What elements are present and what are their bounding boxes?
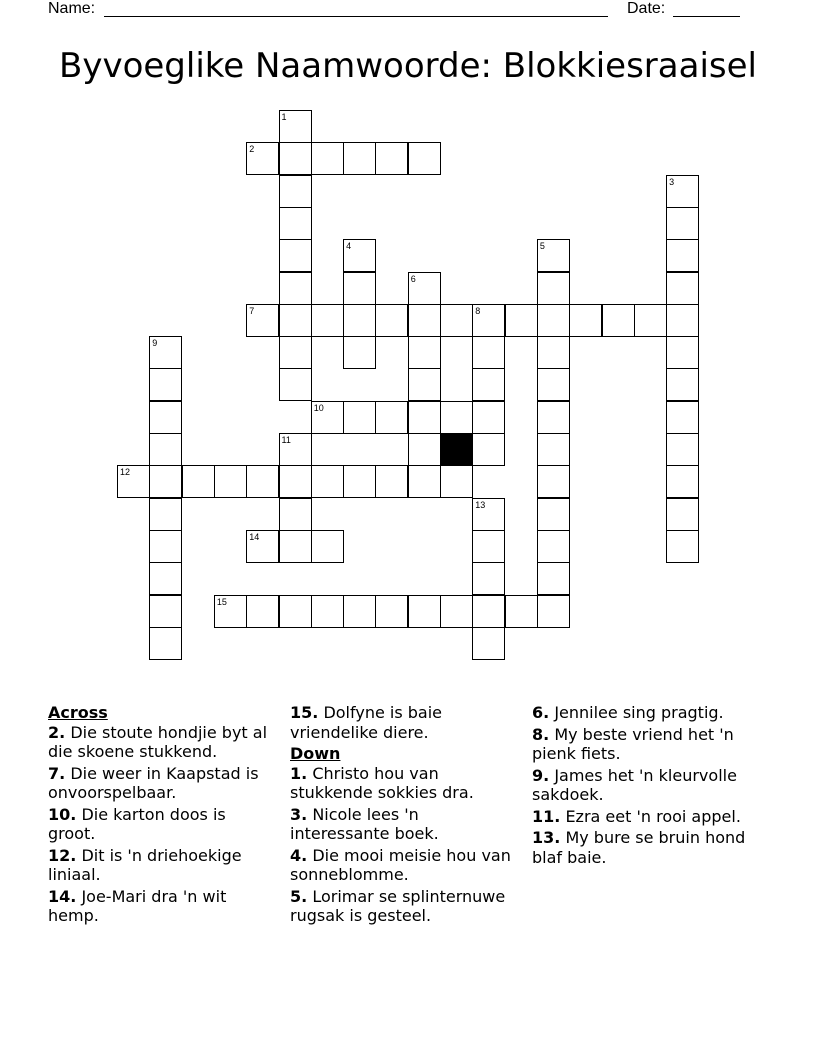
clue-down-6 — [532, 703, 752, 723]
crossword-cell[interactable] — [408, 595, 441, 628]
crossword-cell[interactable] — [440, 465, 473, 498]
crossword-cell[interactable] — [375, 304, 408, 337]
crossword-cell[interactable] — [149, 465, 182, 498]
crossword-cell[interactable] — [408, 336, 441, 369]
crossword-cell[interactable] — [537, 562, 570, 595]
crossword-cell[interactable] — [343, 239, 376, 272]
clue-number: 2. — [48, 722, 66, 742]
crossword-cell[interactable] — [666, 530, 699, 563]
crossword-cell[interactable] — [149, 595, 182, 628]
clues-column-3 — [532, 703, 752, 869]
clue-across-10 — [48, 805, 273, 844]
crossword-cell[interactable] — [440, 595, 473, 628]
crossword-cell[interactable] — [666, 498, 699, 531]
crossword-cell[interactable] — [279, 304, 312, 337]
crossword-cell[interactable] — [311, 304, 344, 337]
clue-text: Dolfyne is baie vriendelike diere. — [290, 703, 442, 742]
clue-down-4 — [290, 846, 515, 885]
crossword-cell[interactable] — [537, 368, 570, 401]
crossword-cell[interactable] — [408, 433, 441, 466]
crossword-cell[interactable] — [472, 562, 505, 595]
crossword-cell[interactable] — [537, 272, 570, 305]
crossword-cell[interactable] — [279, 336, 312, 369]
clue-number: 3. — [290, 804, 308, 824]
clue-number-label: 10 — [313, 402, 324, 413]
crossword-cell[interactable] — [666, 336, 699, 369]
crossword-cell[interactable] — [666, 401, 699, 434]
crossword-cell[interactable] — [537, 595, 570, 628]
clue-number-label: 2 — [249, 144, 255, 155]
clue-number: 4. — [290, 845, 308, 865]
crossword-cell[interactable] — [311, 595, 344, 628]
clue-across-7 — [48, 764, 273, 803]
crossword-cell[interactable] — [149, 401, 182, 434]
clue-number: 15. — [290, 703, 319, 722]
clue-text: Joe-Mari dra 'n wit hemp. — [48, 886, 227, 925]
crossword-cell[interactable] — [343, 272, 376, 305]
crossword-cell[interactable] — [666, 368, 699, 401]
crossword-cell[interactable] — [279, 207, 312, 240]
crossword-cell[interactable] — [472, 627, 505, 660]
crossword-cell[interactable] — [149, 498, 182, 531]
crossword-cell[interactable] — [246, 530, 279, 563]
crossword-cell[interactable] — [343, 304, 376, 337]
crossword-cell[interactable] — [472, 433, 505, 466]
clue-number: 9. — [532, 765, 550, 785]
clue-text: Christo hou van stukkende sokkies dra. — [290, 763, 474, 802]
crossword-cell[interactable] — [279, 142, 312, 175]
crossword-cell[interactable] — [408, 142, 441, 175]
crossword-cell[interactable] — [343, 595, 376, 628]
crossword-cell[interactable] — [279, 433, 312, 466]
crossword-cell[interactable] — [279, 175, 312, 208]
clue-down-8 — [532, 725, 752, 764]
crossword-cell[interactable] — [666, 465, 699, 498]
crossword-cell[interactable] — [375, 401, 408, 434]
crossword-cell[interactable] — [569, 304, 602, 337]
crossword-cell[interactable] — [149, 562, 182, 595]
clue-number-label: 4 — [346, 241, 352, 252]
clue-number-label: 15 — [216, 596, 227, 607]
clue-text: My bure se bruin hond blaf baie. — [532, 828, 746, 867]
clue-number-label: 9 — [152, 338, 158, 349]
crossword-cell[interactable] — [537, 401, 570, 434]
crossword-cell[interactable] — [505, 304, 538, 337]
crossword-cell[interactable] — [149, 530, 182, 563]
clue-number: 5. — [290, 886, 308, 906]
clue-number-label: 7 — [249, 305, 255, 316]
across-heading: Across — [48, 703, 108, 722]
crossword-cell[interactable] — [279, 465, 312, 498]
clue-down-3 — [290, 805, 515, 844]
clue-number-label: 5 — [539, 241, 545, 252]
crossword-cell[interactable] — [311, 465, 344, 498]
clue-across-2 — [48, 723, 273, 762]
clue-number: 1. — [290, 763, 308, 783]
crossword-cell[interactable] — [666, 433, 699, 466]
crossword-cell[interactable] — [666, 272, 699, 305]
crossword-cell[interactable] — [279, 530, 312, 563]
crossword-cell[interactable] — [343, 401, 376, 434]
clue-number: 14. — [48, 886, 77, 906]
crossword-cell[interactable] — [537, 465, 570, 498]
page-title: Byvoeglike Naamwoorde: Blokkiesraaisel — [59, 46, 757, 86]
clue-text: Nicole lees 'n interessante boek. — [290, 804, 439, 843]
crossword-cell[interactable] — [214, 595, 247, 628]
crossword-cell[interactable] — [408, 368, 441, 401]
crossword-cell[interactable] — [214, 465, 247, 498]
clue-down-11 — [532, 807, 752, 827]
crossword-cell[interactable] — [537, 304, 570, 337]
crossword-cell[interactable] — [375, 465, 408, 498]
crossword-cell[interactable] — [279, 110, 312, 143]
crossword-cell[interactable] — [472, 530, 505, 563]
crossword-cell[interactable] — [149, 627, 182, 660]
clue-number: 11. — [532, 806, 561, 826]
crossword-cell[interactable] — [666, 207, 699, 240]
down-heading: Down — [290, 744, 341, 763]
crossword-cell[interactable] — [343, 465, 376, 498]
crossword-cell[interactable] — [311, 401, 344, 434]
crossword-cell[interactable] — [343, 142, 376, 175]
clues-column-1 — [48, 703, 273, 928]
crossword-cell[interactable] — [279, 498, 312, 531]
clue-text: Jennilee sing pragtig. — [554, 703, 724, 722]
crossword-cell[interactable] — [246, 142, 279, 175]
crossword-cell[interactable] — [537, 498, 570, 531]
clue-number-label: 3 — [669, 176, 675, 187]
clue-down-9 — [532, 766, 752, 805]
crossword-cell[interactable] — [246, 595, 279, 628]
crossword-cell[interactable] — [149, 368, 182, 401]
date-label: Date: — [627, 0, 666, 17]
clue-number-label: 13 — [475, 499, 486, 510]
crossword-cell[interactable] — [537, 239, 570, 272]
clue-number: 7. — [48, 763, 66, 783]
name-label: Name: — [48, 0, 96, 17]
clue-number-label: 14 — [249, 531, 260, 542]
crossword-cell[interactable] — [149, 336, 182, 369]
crossword-cell[interactable] — [472, 595, 505, 628]
crossword-cell[interactable] — [149, 433, 182, 466]
crossword-cell[interactable] — [246, 465, 279, 498]
crossword-cell[interactable] — [602, 304, 635, 337]
clue-text: Lorimar se splinternuwe rugsak is gesteel. — [290, 886, 506, 925]
clue-number-label: 1 — [281, 112, 287, 122]
clue-text: Dit is 'n driehoekige liniaal. — [48, 845, 242, 884]
crossword-cell[interactable] — [311, 530, 344, 563]
clue-across-15 — [290, 703, 515, 742]
crossword-cell[interactable] — [472, 304, 505, 337]
crossword-cell[interactable] — [279, 595, 312, 628]
clue-number: 6. — [532, 703, 550, 722]
crossword-cell[interactable] — [279, 239, 312, 272]
crossword-cell[interactable] — [408, 401, 441, 434]
clue-number-label: 8 — [475, 305, 481, 316]
clue-number: 8. — [532, 724, 550, 744]
crossword-cell[interactable] — [182, 465, 215, 498]
clue-down-1 — [290, 764, 515, 803]
clue-number-label: 11 — [281, 435, 291, 445]
crossword-cell[interactable] — [537, 336, 570, 369]
clue-number-label: 12 — [120, 467, 131, 478]
crossword-cell[interactable] — [311, 142, 344, 175]
crossword-cell[interactable] — [375, 142, 408, 175]
clue-text: James het 'n kleurvolle sakdoek. — [532, 765, 737, 804]
crossword-cell[interactable] — [505, 595, 538, 628]
crossword-cell[interactable] — [440, 304, 473, 337]
crossword-cell[interactable] — [537, 433, 570, 466]
crossword-cell[interactable] — [472, 368, 505, 401]
clue-text: Die weer in Kaapstad is onvoorspelbaar. — [48, 763, 259, 802]
clue-text: My beste vriend het 'n pienk fiets. — [532, 724, 734, 763]
clue-number-label: 6 — [410, 273, 416, 284]
clue-across-12 — [48, 846, 273, 885]
crossword-cell[interactable] — [634, 304, 667, 337]
crossword-cell[interactable] — [279, 272, 312, 305]
crossword-cell[interactable] — [472, 401, 505, 434]
crossword-cell[interactable] — [472, 498, 505, 531]
crossword-cell[interactable] — [440, 401, 473, 434]
crossword-cell[interactable] — [246, 304, 279, 337]
crossword-cell[interactable] — [472, 336, 505, 369]
clues-column-2 — [290, 703, 515, 928]
crossword-cell[interactable] — [375, 595, 408, 628]
clue-number: 10. — [48, 804, 77, 824]
clue-number: 12. — [48, 845, 77, 865]
clue-text: Die stoute hondjie byt al die skoene stukkend. — [48, 722, 268, 761]
crossword-cell[interactable] — [343, 336, 376, 369]
clue-down-13 — [532, 828, 752, 867]
crossword-cell[interactable] — [117, 465, 150, 498]
clue-text: Die karton doos is groot. — [48, 804, 226, 843]
crossword-cell[interactable] — [666, 175, 699, 208]
crossword-cell[interactable] — [666, 304, 699, 337]
crossword-black-cell — [440, 433, 473, 466]
crossword-cell[interactable] — [666, 239, 699, 272]
crossword-cell[interactable] — [279, 368, 312, 401]
clue-across-14 — [48, 887, 273, 926]
crossword-cell[interactable] — [537, 530, 570, 563]
crossword-cell[interactable] — [408, 304, 441, 337]
crossword-cell[interactable] — [408, 465, 441, 498]
clue-text: Ezra eet 'n rooi appel. — [565, 806, 741, 826]
clue-number: 13. — [532, 828, 561, 847]
clue-text: Die mooi meisie hou van sonneblomme. — [290, 845, 511, 884]
crossword-cell[interactable] — [408, 272, 441, 305]
clue-down-5 — [290, 887, 515, 926]
